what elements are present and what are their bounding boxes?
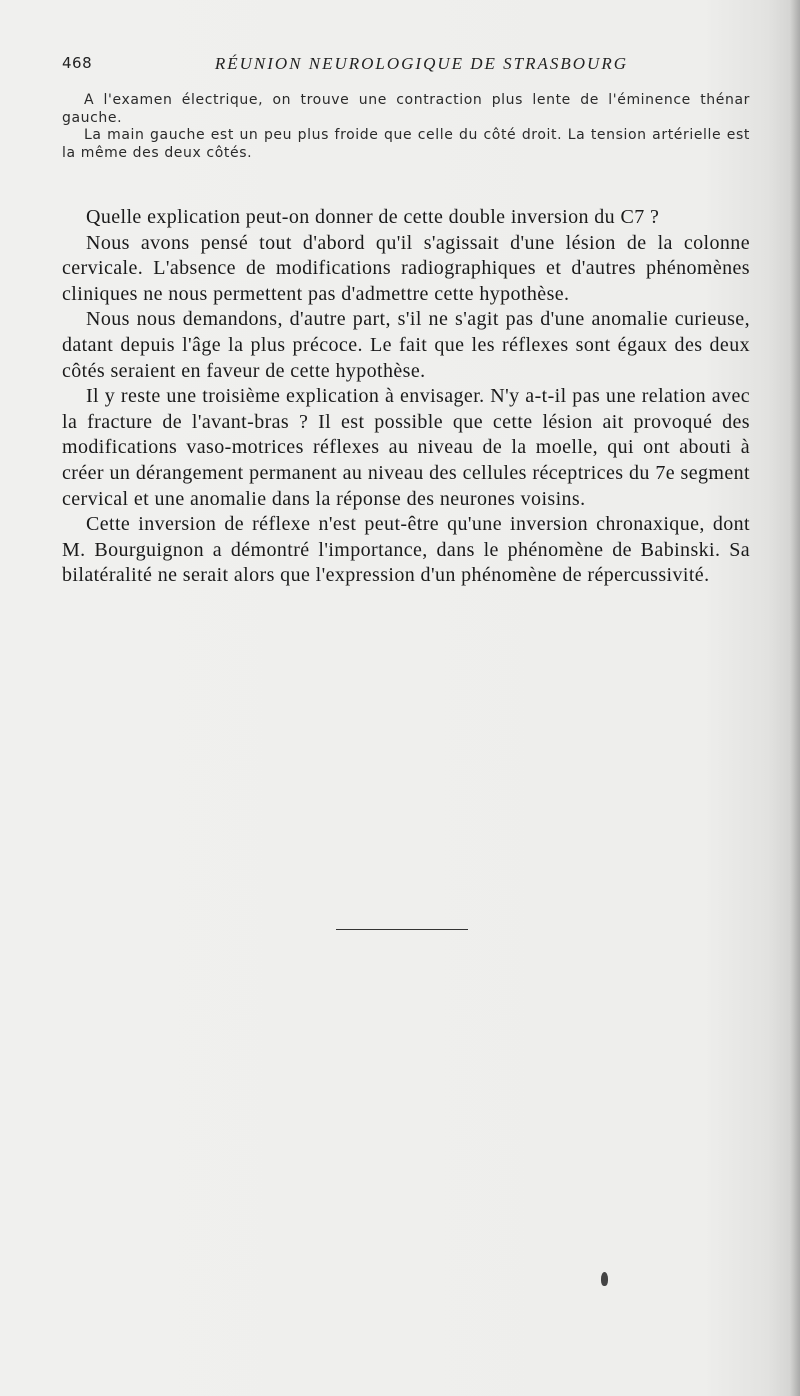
main-text-section xyxy=(62,205,750,589)
running-header xyxy=(62,54,628,80)
small-paragraph: La main gauche est un peu plus froide que celle du côté droit. La tension artérielle est la même des deux côtés. xyxy=(62,127,750,161)
small-print-section xyxy=(62,92,750,162)
section-end-rule xyxy=(336,929,468,930)
body-paragraph: Il y reste une troisième explication à envisager. N'y a-t-il pas une relation avec la fracture de l'avant-bras ? Il est possible que cette lésion ait provoqué des modifications vaso-motrices réflexes au niveau de la moelle, qui ont abouti à créer un dérangement permanent au niveau des cellules réceptrices du 7e segment cervical et une anomalie dans la réponse des neurones voisins. xyxy=(62,385,750,510)
ink-speck xyxy=(601,1272,608,1286)
body-paragraph: Cette inversion de réflexe n'est peut-être qu'une inversion chronaxique, dont M. Bourguignon a démontré l'importance, dans le phénomène de Babinski. Sa bilatéralité ne serait alors que l'expression d'un phénomène de répercussivité. xyxy=(62,513,750,587)
body-paragraph: Nous nous demandons, d'autre part, s'il ne s'agit pas d'une anomalie curieuse, datant depuis l'âge la plus précoce. Le fait que les réflexes sont égaux des deux côtés seraient en faveur de cette hypothèse. xyxy=(62,308,750,382)
small-paragraph: A l'examen électrique, on trouve une contraction plus lente de l'éminence thénar gauche. xyxy=(62,92,750,126)
body-paragraph: Quelle explication peut-on donner de cette double inversion du C7 ? xyxy=(86,206,660,228)
body-paragraph: Nous avons pensé tout d'abord qu'il s'agissait d'une lésion de la colonne cervicale. L'absence de modifications radiographiques et d'autres phénomènes cliniques ne nous permettent pas d'admettre cette hypothèse. xyxy=(62,231,750,305)
running-title: RÉUNION NEUROLOGIQUE DE STRASBOURG xyxy=(214,54,628,73)
page-edge-shadow xyxy=(790,0,800,1396)
page-number: 468 xyxy=(62,54,93,72)
